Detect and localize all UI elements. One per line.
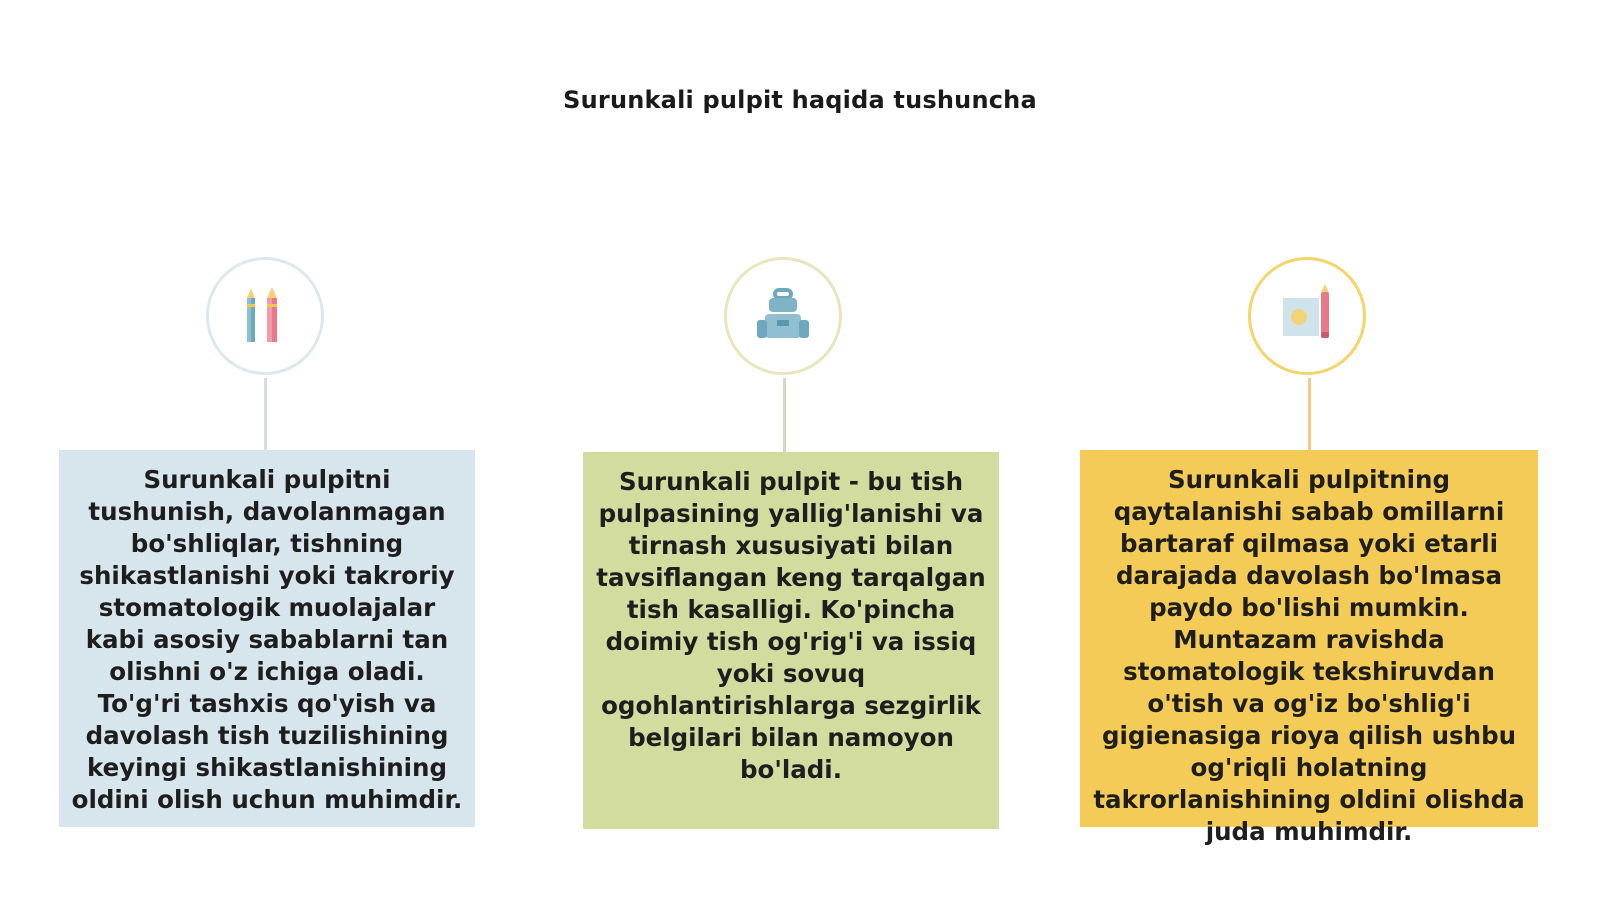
pencils-icon [206,257,324,375]
backpack-icon [724,257,842,375]
connector-line [783,378,786,452]
card-text: Surunkali pulpitning qaytalanishi sabab omillarni bartaraf qilmasa yoki etarli darajada davolash bo'lmasa paydo bo'lishi mumkin. Muntazam ravishda stomatologik tekshiruvdan o'tish va og'iz bo'shlig'i gigienasiga rioya qilish ushbu og'riqli holatning takrorlanishining oldini olishda juda muhimdir. [1093,465,1525,846]
notepad-pencil-icon [1248,257,1366,375]
connector-line [1308,378,1311,450]
info-card-2 [583,452,999,829]
page-title: Surunkali pulpit haqida tushuncha [563,86,1037,114]
card-text: Surunkali pulpitni tushunish, davolanmagan bo'shliqlar, tishning shikastlanishi yoki takroriy stomatologik muolajalar kabi asosiy sabablarni tan olishni o'z ichiga oladi. To'g'ri tashxis qo'yish va davolash tish tuzilishining keyingi shikastlanishining oldini olish uchun muhimdir. [71,465,463,814]
card-text: Surunkali pulpit - bu tish pulpasining yallig'lanishi va tirnash xususiyati bilan tavsiflangan keng tarqalgan tish kasalligi. Ko'pincha doimiy tish og'rig'i va issiq yoki sovuq ogohlantirishlarga sezgirlik belgilari bilan namoyon bo'ladi. [596,467,986,784]
connector-line [264,378,267,450]
info-card-3 [1080,450,1538,846]
info-card-1 [59,450,475,827]
